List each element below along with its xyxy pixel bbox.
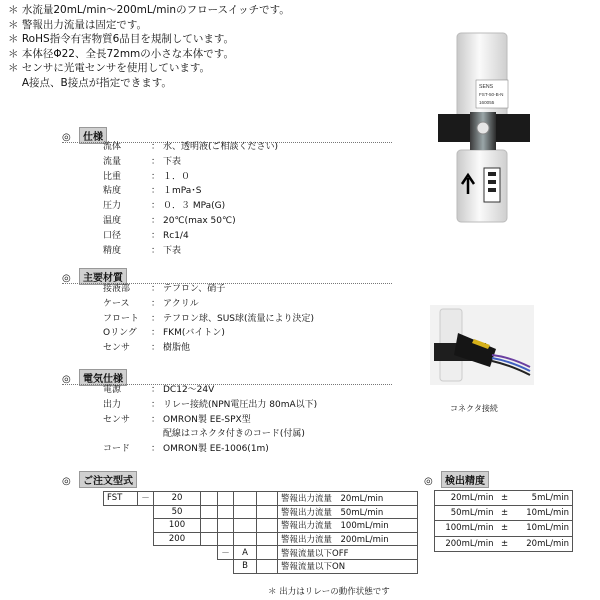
spec-title: 仕様 bbox=[79, 127, 107, 144]
order-row: － A 警報流量以下OFF bbox=[104, 546, 418, 560]
order-table bbox=[103, 491, 418, 574]
connector-caption: コネクタ接続 bbox=[450, 404, 498, 413]
section-mark: ◎ bbox=[62, 273, 71, 284]
material-row: センサ ： 樹脂他 bbox=[103, 343, 191, 354]
intro-line: ＊ 警報出力流量は固定です。 bbox=[8, 18, 147, 31]
intro-line: ＊ RoHS指令有害物質6品目を規制しています。 bbox=[8, 33, 234, 46]
intro-line: A接点、B接点が指定できます。 bbox=[8, 76, 172, 89]
electrical-row: 出力 ： リレー接続(NPN電圧出力 80mA以下) bbox=[103, 399, 318, 410]
spec-row: 比重 ： １．０ bbox=[103, 171, 191, 182]
section-mark: ◎ bbox=[424, 476, 433, 487]
electrical-row: 配線はコネクタ付きのコード(付属) bbox=[163, 429, 305, 440]
material-row: 接液部 ： テフロン、硝子 bbox=[103, 284, 226, 294]
order-note: ＊ 出力はリレーの動作状態です bbox=[268, 587, 390, 597]
spec-row: 温度 ： 20℃(max 50℃) bbox=[103, 215, 236, 226]
electrical-list bbox=[103, 383, 317, 457]
order-model: FST bbox=[104, 492, 138, 506]
label-model: FST-50-B-N bbox=[479, 92, 504, 97]
order-title: ご注文型式 bbox=[79, 471, 137, 488]
section-mark: ◎ bbox=[62, 476, 71, 487]
accuracy-title: 検出精度 bbox=[441, 471, 489, 488]
accuracy-heading bbox=[424, 471, 489, 488]
order-row: 100 警報出力流量 100mL/min bbox=[104, 519, 418, 533]
intro-line: ＊ 水流量20mL/min～200mL/minのフロースイッチです。 bbox=[8, 4, 290, 16]
accuracy-row: 100mL/min ± 10mL/min bbox=[435, 521, 573, 536]
order-row: FST － 20 警報出力流量 20mL/min bbox=[104, 492, 418, 506]
electrical-row: 電源 ： DC12～24V bbox=[103, 385, 215, 395]
material-row: ケース ： アクリル bbox=[103, 298, 199, 309]
spec-row: 流量 ： 下表 bbox=[103, 156, 182, 167]
spec-row: 流体 ： 水、透明液(ご相談ください) bbox=[103, 142, 279, 152]
section-mark: ◎ bbox=[62, 132, 71, 143]
spec-row: 粘度 ： １mPa･S bbox=[103, 186, 202, 197]
order-row: 50 警報出力流量 50mL/min bbox=[104, 505, 418, 519]
accuracy-row: 20mL/min ± 5mL/min bbox=[435, 491, 573, 506]
accuracy-row: 50mL/min ± 10mL/min bbox=[435, 506, 573, 521]
material-row: Oリング ： FKM(バイトン) bbox=[103, 328, 225, 339]
material-list bbox=[103, 282, 314, 356]
spec-row: 圧力 ： ０．３ MPa(G) bbox=[103, 201, 226, 212]
flow-switch-photo bbox=[430, 30, 548, 235]
order-heading bbox=[62, 471, 137, 488]
electrical-row: センサ ： OMRON製 EE-SPX型 bbox=[103, 414, 251, 425]
order-row: B 警報流量以下ON bbox=[104, 559, 418, 573]
spec-list bbox=[103, 140, 278, 258]
intro-text bbox=[8, 3, 290, 91]
label-serial: 160055 bbox=[479, 100, 495, 105]
order-row: 200 警報出力流量 200mL/min bbox=[104, 532, 418, 546]
section-mark: ◎ bbox=[62, 374, 71, 385]
intro-line: ＊ センサに光電センサを使用しています。 bbox=[8, 62, 210, 75]
spec-row: 精度 ： 下表 bbox=[103, 245, 182, 256]
label-brand: SENS bbox=[479, 84, 494, 90]
material-row: フロート ： テフロン球、SUS球(流量により決定) bbox=[103, 313, 315, 324]
accuracy-row: 200mL/min ± 20mL/min bbox=[435, 536, 573, 551]
connector-photo bbox=[430, 305, 534, 385]
electrical-title: 電気仕様 bbox=[79, 369, 127, 386]
spec-row: 口径 ： Rc1/4 bbox=[103, 230, 189, 241]
accuracy-table bbox=[434, 490, 573, 552]
intro-line: ＊ 本体径Φ22、全長72mmの小さな本体です。 bbox=[8, 47, 234, 60]
material-title: 主要材質 bbox=[79, 268, 127, 285]
electrical-row: コード ： OMRON製 EE-1006(1m) bbox=[103, 444, 269, 455]
